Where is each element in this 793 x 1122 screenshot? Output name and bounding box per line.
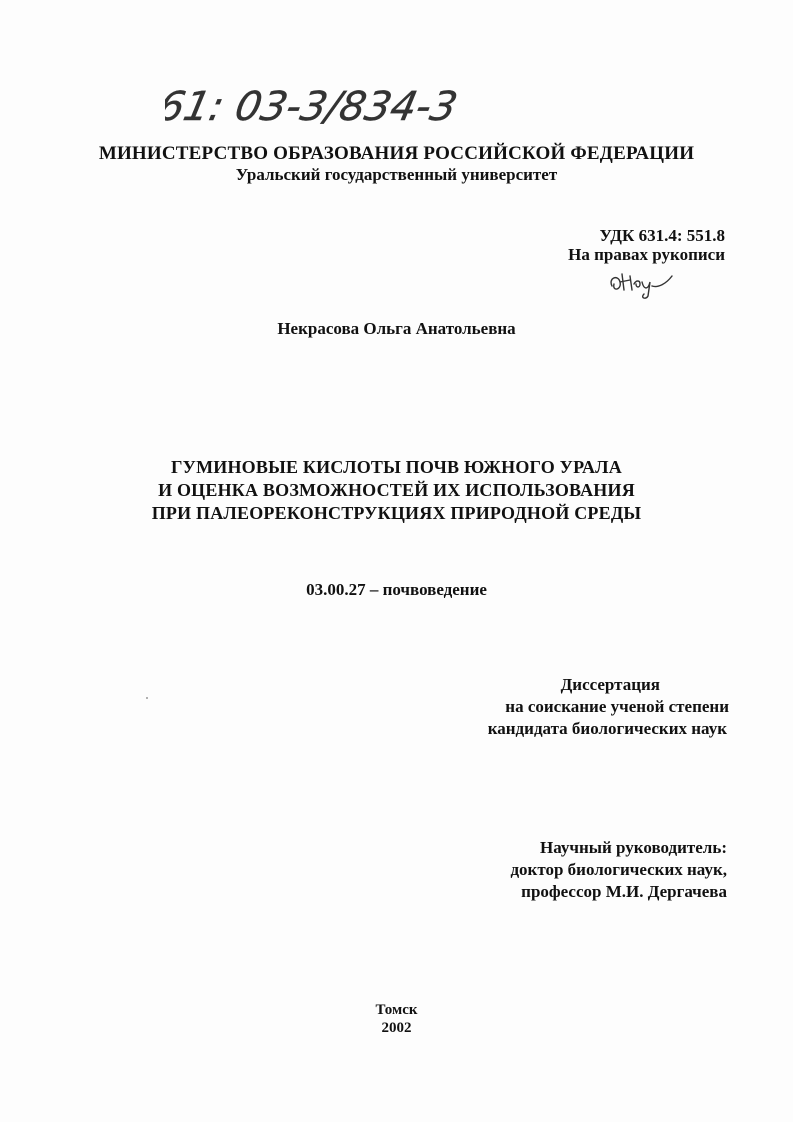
dissertation-line: на соискание ученой степени — [505, 697, 729, 716]
supervisor-block — [510, 837, 727, 903]
dissertation-title — [0, 456, 793, 525]
title-line: ГУМИНОВЫЕ КИСЛОТЫ ПОЧВ ЮЖНОГО УРАЛА — [171, 457, 622, 477]
dissertation-line: кандидата биологических наук — [487, 719, 727, 738]
title-line: ПРИ ПАЛЕОРЕКОНСТРУКЦИЯХ ПРИРОДНОЙ СРЕДЫ — [151, 503, 642, 523]
handwritten-signature — [600, 266, 680, 300]
year: 2002 — [381, 1020, 412, 1036]
manuscript-rights: На правах рукописи — [568, 245, 725, 264]
supervisor-name: профессор М.И. Дергачева — [521, 882, 727, 901]
city: Томск — [375, 1002, 418, 1018]
specialty-code: 03.00.27 – почвоведение — [306, 580, 487, 599]
archive-code-text: 61: 03-3/834-3 — [165, 82, 462, 130]
udk-code: УДК 631.4: 551.8 — [599, 226, 725, 245]
supervisor-degree: доктор биологических наук, — [510, 860, 727, 879]
signature-drawing — [600, 266, 680, 300]
dissertation-heading: Диссертация — [560, 675, 660, 694]
dissertation-block — [400, 674, 735, 740]
university-name: Уральский государственный университет — [235, 165, 558, 184]
supervisor-heading: Научный руководитель: — [540, 838, 727, 857]
ministry-heading: МИНИСТЕРСТВО ОБРАЗОВАНИЯ РОССИЙСКОЙ ФЕДЕРАЦИИ — [98, 143, 695, 164]
title-line: И ОЦЕНКА ВОЗМОЖНОСТЕЙ ИХ ИСПОЛЬЗОВАНИЯ — [158, 480, 635, 500]
paper-speck — [146, 697, 148, 699]
handwritten-archive-code — [165, 78, 525, 138]
author-name: Некрасова Ольга Анатольевна — [277, 319, 516, 338]
handwritten-archive-code-drawing — [165, 78, 525, 138]
